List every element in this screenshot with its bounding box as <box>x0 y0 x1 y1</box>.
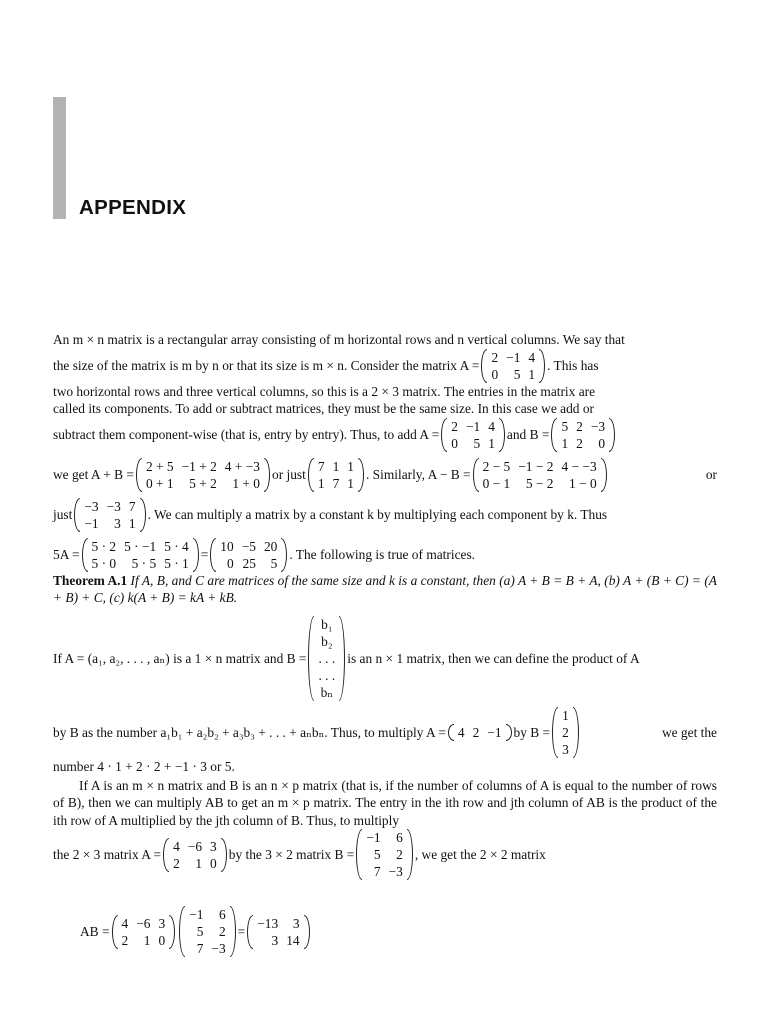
matrix-cell: 1 <box>488 435 495 451</box>
matrix-grid <box>169 838 221 872</box>
matrix-row <box>253 915 303 932</box>
right-paren <box>601 458 607 492</box>
matrix-2x3-a <box>163 838 227 872</box>
matrix-row <box>558 707 573 724</box>
matrix-b <box>551 418 615 452</box>
matrix-cell: 2 <box>472 724 480 740</box>
matrix-row <box>185 906 230 923</box>
right-paren <box>573 707 579 758</box>
matrix-a-repeat <box>441 418 505 452</box>
matrix-cell: 20 <box>263 538 278 554</box>
p3-line-text-c: , we get the 2 × 2 matrix <box>414 847 546 863</box>
theorem-label: Theorem A.1 <box>53 572 128 588</box>
matrix-cell: −6 <box>187 838 203 854</box>
product-equals: = <box>237 924 246 940</box>
p1-line6-text-d: or <box>705 466 717 482</box>
matrix-row <box>454 724 506 741</box>
matrix-cell: bₙ <box>320 684 334 700</box>
matrix-cell: −3 <box>84 498 99 514</box>
p1-line8 <box>53 538 717 572</box>
matrix-cell: 1 <box>561 435 569 451</box>
right-paren <box>407 829 413 880</box>
matrix-difference-expression <box>473 458 607 492</box>
matrix-cell: −3 <box>590 418 606 434</box>
matrix-cell: 4 <box>457 724 465 740</box>
matrix-grid <box>454 724 506 741</box>
matrix-row <box>118 932 170 949</box>
matrix-cell: 0 <box>598 435 606 451</box>
p2-line1-text-a: If A = (a₁, a₂, . . . , aₙ) is a 1 × n matrix and B = <box>53 650 307 666</box>
matrix-cell: 2 <box>396 847 403 863</box>
matrix-scalar-result <box>210 538 287 572</box>
matrix-cell: 1 + 0 <box>232 475 260 491</box>
matrix-cell: 5 <box>561 418 569 434</box>
right-paren <box>539 349 545 383</box>
matrix-cell: b₂ <box>321 633 333 649</box>
matrix-cell: 5 <box>513 366 521 382</box>
matrix-grid <box>479 458 601 492</box>
p3-text: If A is an m × n matrix and B is an n × p matrix (that is, if the number of columns of A is equal to the number of rows of B), then we can multiply AB to get an m × p matrix. The entry in the ith row and jth column of AB is the product of the ith row of A multiplied by the jth column of B. Thus, to multiply <box>53 777 717 828</box>
matrix-row <box>557 435 609 452</box>
matrix-row <box>558 724 573 741</box>
matrix-grid <box>118 915 170 949</box>
matrix-row-a <box>448 724 512 741</box>
matrix-cell: −1 <box>465 418 481 434</box>
matrix-cell: 2 <box>576 418 583 434</box>
matrix-cell: 4 <box>173 838 180 854</box>
matrix-cell: −1 <box>487 724 502 740</box>
matrix-row <box>314 667 339 684</box>
chapter-title: APPENDIX <box>79 196 187 219</box>
matrix-cell: 0 − 1 <box>482 475 511 491</box>
matrix-cell: 5 − 2 <box>525 475 554 491</box>
matrix-cell: 0 + 1 <box>145 475 174 491</box>
matrix-difference <box>74 498 145 532</box>
right-paren <box>264 458 270 492</box>
matrix-cell: 4 <box>488 418 495 434</box>
matrix-3x2-b <box>356 829 413 880</box>
p1-line2-text-b: . This has <box>547 357 599 373</box>
matrix-row <box>314 684 339 701</box>
matrix-row <box>447 418 499 435</box>
p2-line2-text-c: we get the <box>661 724 717 740</box>
p1-line8-text-b: = <box>200 546 209 562</box>
matrix-row <box>88 555 193 572</box>
p1-line6-text-c: . Similarly, A − B = <box>365 466 471 482</box>
matrix-grid <box>447 418 499 452</box>
matrix-cell: 1 <box>347 458 354 474</box>
matrix-grid <box>185 906 230 957</box>
matrix-cell: 2 + 5 <box>145 458 174 474</box>
matrix-cell: 1 <box>562 707 569 723</box>
matrix-cell: −1 <box>366 830 381 846</box>
theorem-a1 <box>53 572 717 607</box>
matrix-row <box>88 538 193 555</box>
matrix-sum <box>308 458 364 492</box>
matrix-row <box>479 475 601 492</box>
matrix-cell: −1 − 2 <box>518 458 554 474</box>
p1-line7-text-b: . We can multiply a matrix by a constant k by multiplying each component by k. Thus <box>147 506 608 522</box>
matrix-cell: 3 <box>562 741 569 757</box>
p1-line5-text-b: and B = <box>506 426 550 442</box>
matrix-cell: 7 <box>317 458 325 474</box>
right-paren <box>609 418 615 452</box>
matrix-cell: 3 <box>210 838 217 854</box>
matrix-cell: 5 <box>196 924 204 940</box>
product-matrix-a <box>112 915 176 949</box>
matrix-cell: 2 <box>218 924 226 940</box>
p2-line2-text-a: by B as the number a₁b₁ + a₂b₂ + a₃b₃ + . . . + aₙbₙ. Thus, to multiply A = <box>53 724 446 740</box>
matrix-row <box>142 458 264 475</box>
matrix-grid <box>88 538 193 572</box>
matrix-column-b <box>308 616 345 701</box>
matrix-cell: 5 · 0 <box>91 555 117 571</box>
matrix-cell: 2 <box>451 418 458 434</box>
matrix-row <box>216 538 281 555</box>
matrix-cell: 1 <box>347 475 354 491</box>
p1-line5-text-a: subtract them component-wise (that is, entry by entry). Thus, to add A = <box>53 426 440 442</box>
matrix-grid <box>314 458 358 492</box>
matrix-row <box>558 741 573 758</box>
right-paren <box>358 458 364 492</box>
product-lhs: AB = <box>80 924 110 940</box>
matrix-cell: 7 <box>373 864 381 880</box>
p1-line5 <box>53 418 717 452</box>
matrix-cell: 7 <box>128 498 136 514</box>
right-paren <box>506 724 512 741</box>
matrix-cell: 2 <box>173 855 180 871</box>
matrix-cell: 1 − 0 <box>569 475 597 491</box>
matrix-cell: 2 <box>576 435 583 451</box>
matrix-cell: 6 <box>218 907 226 923</box>
matrix-cell: 1 <box>128 515 136 531</box>
product-result-matrix <box>247 915 309 949</box>
matrix-cell: 7 <box>196 941 204 957</box>
matrix-cell: 4 <box>528 349 536 365</box>
matrix-cell: 5 · 2 <box>91 538 117 554</box>
right-paren <box>281 538 287 572</box>
matrix-cell: 1 <box>332 458 340 474</box>
right-paren <box>230 906 236 957</box>
matrix-cell: 2 <box>562 724 569 740</box>
p1-line8-text-c: . The following is true of matrices. <box>289 546 476 562</box>
matrix-cell: 5 · 1 <box>164 555 189 571</box>
matrix-row <box>216 555 281 572</box>
matrix-row <box>314 633 339 650</box>
right-paren <box>169 915 175 949</box>
matrix-grid <box>142 458 264 492</box>
matrix-cell: 0 <box>210 855 217 871</box>
matrix-cell: 3 <box>158 915 166 931</box>
matrix-row <box>362 829 407 846</box>
matrix-cell: −1 <box>84 515 99 531</box>
matrix-grid <box>362 829 407 880</box>
matrix-cell: −6 <box>136 915 151 931</box>
right-paren <box>140 498 146 532</box>
matrix-cell: −1 + 2 <box>181 458 217 474</box>
matrix-cell: 0 <box>451 435 458 451</box>
matrix-cell: 1 <box>528 366 536 382</box>
matrix-grid <box>487 349 539 383</box>
matrix-sum-expression <box>136 458 270 492</box>
matrix-column-b-numeric <box>552 707 579 758</box>
matrix-cell: −1 <box>506 349 521 365</box>
matrix-row <box>314 458 358 475</box>
product-equation <box>53 906 717 957</box>
matrix-row <box>253 932 303 949</box>
matrix-row <box>362 846 407 863</box>
matrix-grid <box>558 707 573 758</box>
matrix-cell: −5 <box>241 538 256 554</box>
matrix-row <box>487 349 539 366</box>
matrix-cell: −1 <box>189 907 204 923</box>
matrix-cell: 5 <box>473 435 481 451</box>
matrix-grid <box>253 915 303 949</box>
matrix-cell: 1 <box>195 855 203 871</box>
matrix-cell: 2 <box>491 349 499 365</box>
matrix-grid <box>216 538 281 572</box>
p1-line3: two horizontal rows and three vertical columns, so this is a 2 × 3 matrix. The entries in the matrix are <box>53 383 596 399</box>
matrix-row <box>314 616 339 633</box>
matrix-cell: 6 <box>396 830 403 846</box>
matrix-cell: 3 <box>271 932 279 948</box>
matrix-cell: 5 <box>270 555 278 571</box>
product-matrix-b <box>179 906 236 957</box>
right-paren <box>499 418 505 452</box>
chapter-accent-bar <box>53 97 66 219</box>
matrix-cell: . . . <box>318 650 336 666</box>
matrix-cell: 0 <box>226 555 234 571</box>
p1-line2 <box>53 349 717 383</box>
matrix-cell: 4 − −3 <box>561 458 597 474</box>
matrix-cell: 5 <box>373 847 381 863</box>
right-paren <box>304 915 310 949</box>
matrix-row <box>557 418 609 435</box>
matrix-row <box>142 475 264 492</box>
matrix-row <box>169 855 221 872</box>
right-paren <box>221 838 227 872</box>
matrix-cell: 2 − 5 <box>482 458 511 474</box>
matrix-cell: 5 · 4 <box>164 538 189 554</box>
p1-line6-text-b: or just <box>272 466 306 482</box>
matrix-cell: 5 + 2 <box>189 475 217 491</box>
p2-line2-text-b: by B = <box>513 724 551 740</box>
matrix-row <box>479 458 601 475</box>
p2-line1-text-b: is an n × 1 matrix, then we can define the product of A <box>347 650 640 666</box>
matrix-cell: 2 <box>121 932 129 948</box>
matrix-cell: 5 · 5 <box>131 555 157 571</box>
right-paren <box>339 616 345 701</box>
matrix-row <box>314 475 358 492</box>
matrix-cell: 14 <box>286 932 300 948</box>
p1-line7-text-a: just <box>53 506 73 522</box>
p3-line <box>53 829 717 880</box>
p2-line1 <box>53 616 717 701</box>
matrix-cell: 3 <box>292 915 300 931</box>
matrix-cell: 25 <box>242 555 256 571</box>
p1-line6-text-a: we get A + B = <box>53 466 134 482</box>
matrix-cell: . . . <box>318 667 336 683</box>
matrix-row <box>447 435 499 452</box>
p1-line7 <box>53 498 717 532</box>
matrix-cell: 4 <box>121 915 129 931</box>
matrix-grid <box>314 616 339 701</box>
matrix-cell: −3 <box>211 941 226 957</box>
page-body <box>53 331 717 957</box>
matrix-row <box>185 923 230 940</box>
p2-line2 <box>53 707 717 758</box>
right-paren <box>193 538 199 572</box>
matrix-cell: 0 <box>491 366 499 382</box>
matrix-grid <box>80 498 139 532</box>
matrix-row <box>185 940 230 957</box>
matrix-cell: 1 <box>317 475 325 491</box>
matrix-cell: b₁ <box>321 616 333 632</box>
theorem-text: If A, B, and C are matrices of the same size and k is a constant, then (a) A + B = B + A, (b) A + (B + C) = (A + B) + C, (c) k(A + B) = kA + kB. <box>53 572 717 606</box>
matrix-scalar-expression <box>82 538 199 572</box>
p2-line3: number 4 · 1 + 2 · 2 + −1 · 3 or 5. <box>53 758 235 774</box>
matrix-grid <box>557 418 609 452</box>
p1-line6 <box>53 458 717 492</box>
matrix-cell: 5 · −1 <box>124 538 157 554</box>
p1-line4: called its components. To add or subtract matrices, they must be the same size. In this case we add or <box>53 401 594 417</box>
matrix-cell: 0 <box>158 932 166 948</box>
matrix-row <box>362 863 407 880</box>
matrix-row <box>80 515 139 532</box>
matrix-cell: 4 + −3 <box>224 458 260 474</box>
p1-line2-text-a: the size of the matrix is m by n or that its size is m × n. Consider the matrix A = <box>53 357 480 373</box>
matrix-cell: −13 <box>257 915 279 931</box>
p3-line-text-b: by the 3 × 2 matrix B = <box>228 847 355 863</box>
matrix-a <box>481 349 545 383</box>
matrix-cell: 10 <box>220 538 234 554</box>
matrix-cell: −3 <box>388 864 403 880</box>
matrix-row <box>80 498 139 515</box>
p1-line1: An m × n matrix is a rectangular array consisting of m horizontal rows and n vertical columns. We say that <box>53 332 625 347</box>
matrix-row <box>118 915 170 932</box>
matrix-row <box>487 366 539 383</box>
matrix-cell: 1 <box>143 932 151 948</box>
p1-line8-text-a: 5A = <box>53 546 80 562</box>
matrix-cell: 7 <box>332 475 340 491</box>
matrix-row <box>314 650 339 667</box>
matrix-cell: −3 <box>106 498 121 514</box>
matrix-row <box>169 838 221 855</box>
matrix-cell: 3 <box>114 515 121 531</box>
p3-line-text-a: the 2 × 3 matrix A = <box>53 847 162 863</box>
